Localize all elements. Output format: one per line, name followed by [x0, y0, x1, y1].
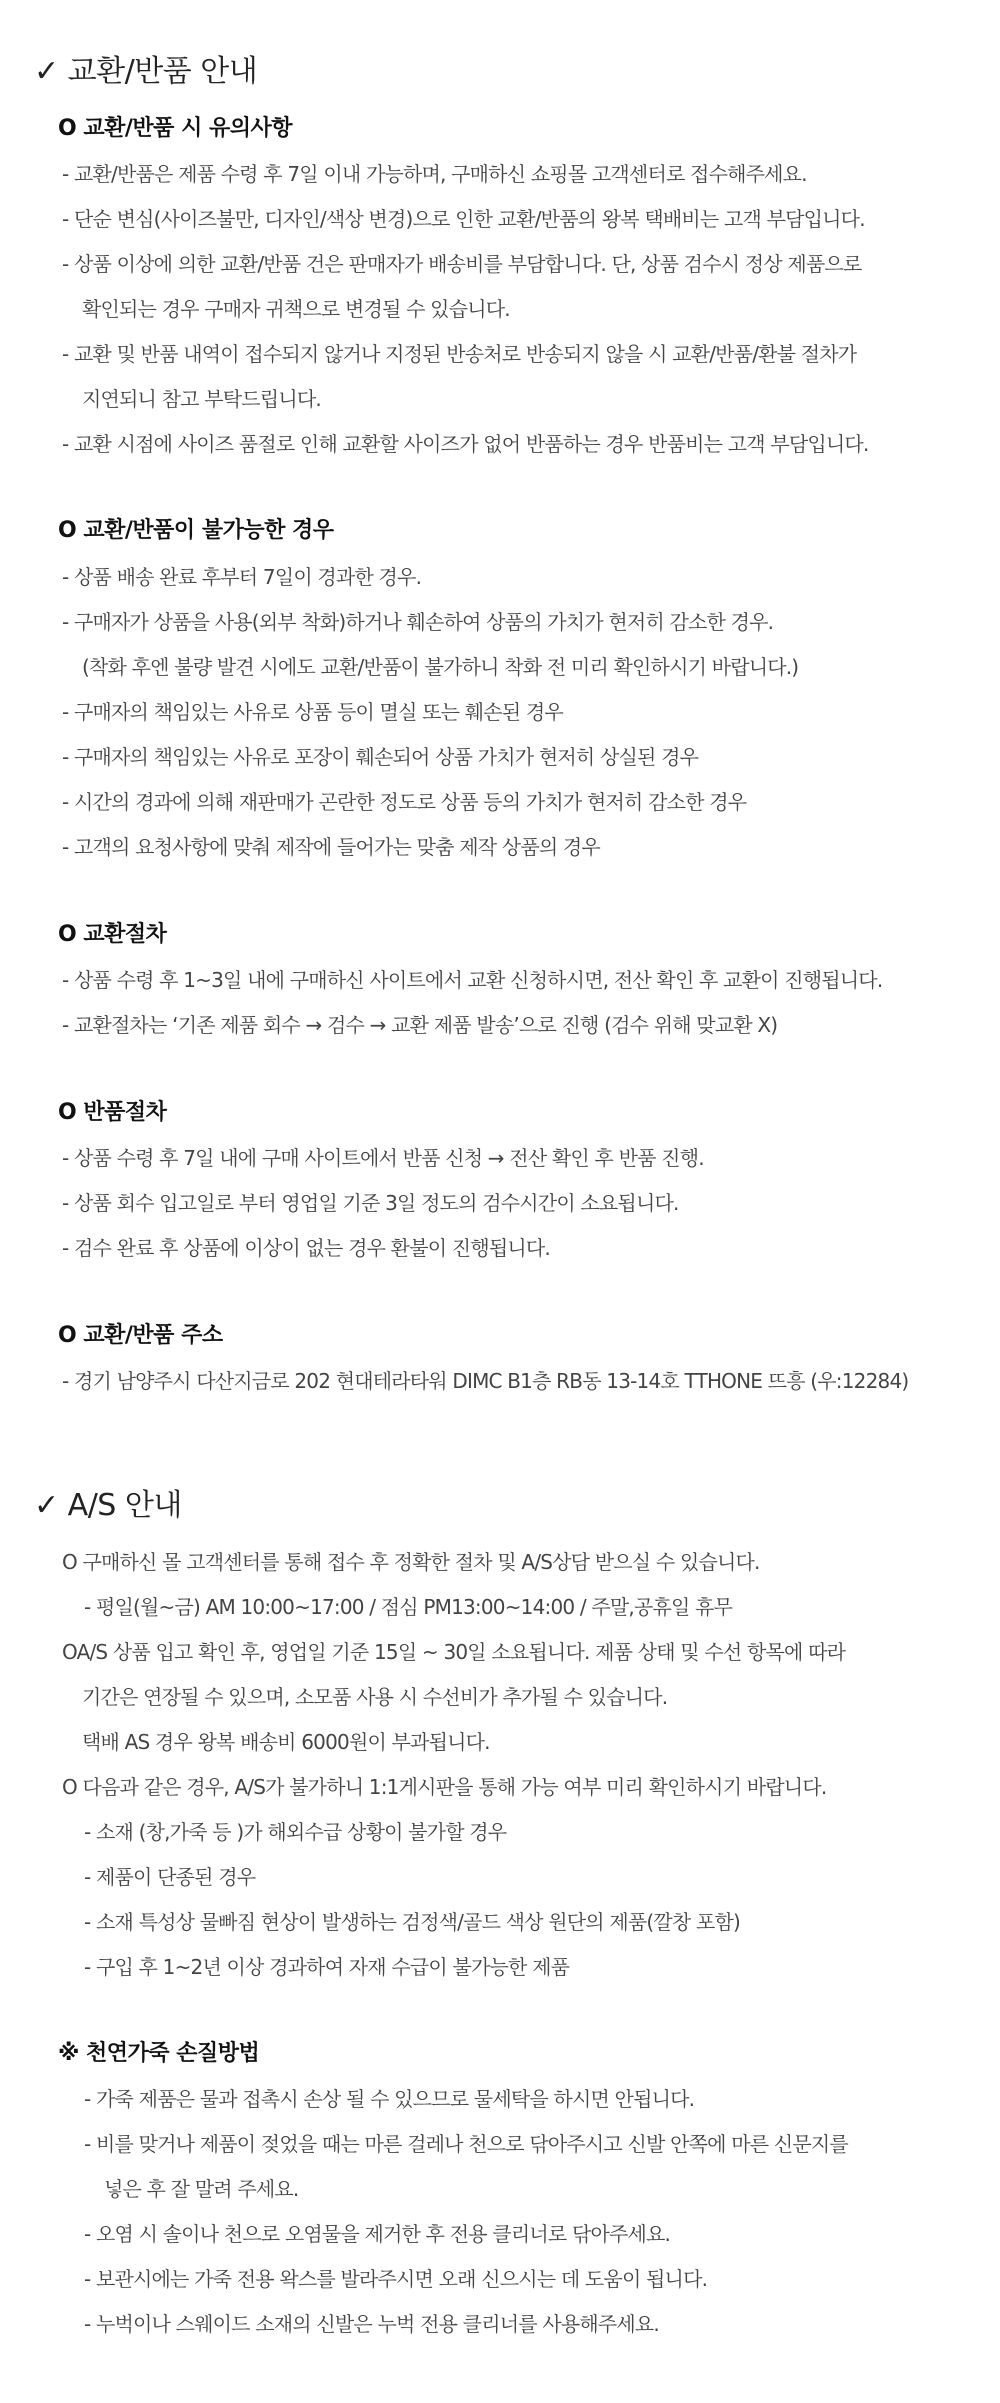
list-item: - 상품 수령 후 1~3일 내에 구매하신 사이트에서 교환 신청하시면, 전산 확인 후 교환이 진행됩니다. [62, 968, 883, 992]
exchange-procedure-title: O 교환절차 [58, 922, 167, 947]
list-item: O 다음과 같은 경우, A/S가 불가하니 1:1게시판을 통해 가능 여부 미리 확인하시기 바랍니다. [62, 1775, 827, 1799]
list-item: - 상품 회수 입고일로 부터 영업일 기준 3일 정도의 검수시간이 소요됩니다. [62, 1191, 679, 1215]
precautions-title: O 교환/반품 시 유의사항 [58, 116, 292, 141]
list-item: - 보관시에는 가죽 전용 왁스를 발라주시면 오래 신으시는 데 도움이 됩니다. [84, 2267, 708, 2291]
list-item: O 구매하신 몰 고객센터를 통해 접수 후 정확한 절차 및 A/S상담 받으실 수 있습니다. [62, 1550, 760, 1574]
list-item: - 교환 시점에 사이즈 품절로 인해 교환할 사이즈가 없어 반품하는 경우 반품비는 고객 부담입니다. [62, 432, 869, 456]
address-text: - 경기 남양주시 다산지금로 202 현대테라타워 DIMC B1층 RB동 13-14호 TTHONE 뜨흥 (우:12284) [62, 1369, 909, 1393]
as-section-title: ✓ A/S 안내 [34, 1488, 182, 1523]
list-item: - 구매자의 책임있는 사유로 포장이 훼손되어 상품 가치가 현저히 상실된 경우 [62, 745, 699, 769]
list-item: - 구매자의 책임있는 사유로 상품 등이 멸실 또는 훼손된 경우 [62, 700, 563, 724]
list-item: - 상품 수령 후 7일 내에 구매 사이트에서 반품 신청 → 전산 확인 후 반품 진행. [62, 1146, 704, 1170]
return-procedure-title: O 반품절차 [58, 1100, 167, 1125]
list-item: - 상품 이상에 의한 교환/반품 건은 판매자가 배송비를 부담합니다. 단, 상품 검수시 정상 제품으로 [62, 252, 862, 276]
exchange-section-title: ✓ 교환/반품 안내 [34, 54, 258, 89]
address-title: O 교환/반품 주소 [58, 1323, 223, 1348]
list-item: - 상품 배송 완료 후부터 7일이 경과한 경우. [62, 565, 422, 589]
list-item: OA/S 상품 입고 확인 후, 영업일 기준 15일 ~ 30일 소요됩니다. 제품 상태 및 수선 항목에 따라 [62, 1640, 846, 1664]
list-item: - 구매자가 상품을 사용(외부 착화)하거나 훼손하여 상품의 가치가 현저히 감소한 경우. [62, 610, 774, 634]
list-item: - 소재 특성상 물빠짐 현상이 발생하는 검정색/골드 색상 원단의 제품(깔창 포함) [84, 1910, 741, 1934]
list-item: 확인되는 경우 구매자 귀책으로 변경될 수 있습니다. [82, 297, 510, 321]
list-item: - 누벅이나 스웨이드 소재의 신발은 누벅 전용 클리너를 사용해주세요. [84, 2312, 659, 2336]
list-item: - 시간의 경과에 의해 재판매가 곤란한 정도로 상품 등의 가치가 현저히 감소한 경우 [62, 790, 747, 814]
list-item: - 교환 및 반품 내역이 접수되지 않거나 지정된 반송처로 반송되지 않을 시 교환/반품/환불 절차가 [62, 342, 857, 366]
leather-care-title: ※ 천연가죽 손질방법 [58, 2041, 260, 2066]
list-item: - 비를 맞거나 제품이 젖었을 때는 마른 걸레나 천으로 닦아주시고 신발 안쪽에 마른 신문지를 [84, 2132, 848, 2156]
list-item: (착화 후엔 불량 발견 시에도 교환/반품이 불가하니 착화 전 미리 확인하시기 바랍니다.) [82, 655, 799, 679]
list-item: - 구입 후 1~2년 이상 경과하여 자재 수급이 불가능한 제품 [84, 1955, 570, 1979]
list-item: 지연되니 참고 부탁드립니다. [82, 387, 321, 411]
list-item: - 평일(월~금) AM 10:00~17:00 / 점심 PM13:00~14:00 / 주말,공휴일 휴무 [84, 1595, 733, 1619]
list-item: 택배 AS 경우 왕복 배송비 6000원이 부과됩니다. [82, 1730, 490, 1754]
list-item: - 고객의 요청사항에 맞춰 제작에 들어가는 맞춤 제작 상품의 경우 [62, 835, 600, 859]
list-item: - 가죽 제품은 물과 접촉시 손상 될 수 있으므로 물세탁을 하시면 안됩니다. [84, 2087, 695, 2111]
list-item: - 제품이 단종된 경우 [84, 1865, 256, 1889]
impossible-title: O 교환/반품이 불가능한 경우 [58, 518, 334, 543]
list-item: - 교환절차는 ‘기존 제품 회수 → 검수 → 교환 제품 발송’으로 진행 (검수 위해 맞교환 X) [62, 1013, 778, 1037]
list-item: 기간은 연장될 수 있으며, 소모품 사용 시 수선비가 추가될 수 있습니다. [82, 1685, 668, 1709]
list-item: - 검수 완료 후 상품에 이상이 없는 경우 환불이 진행됩니다. [62, 1236, 550, 1260]
list-item: - 오염 시 솔이나 천으로 오염물을 제거한 후 전용 클리너로 닦아주세요. [84, 2222, 671, 2246]
list-item: - 단순 변심(사이즈불만, 디자인/색상 변경)으로 인한 교환/반품의 왕복 택배비는 고객 부담입니다. [62, 207, 865, 231]
list-item: 넣은 후 잘 말려 주세요. [104, 2177, 299, 2201]
list-item: - 소재 (창,가죽 등 )가 해외수급 상황이 불가할 경우 [84, 1820, 507, 1844]
list-item: - 교환/반품은 제품 수령 후 7일 이내 가능하며, 구매하신 쇼핑몰 고객센터로 접수해주세요. [62, 162, 807, 186]
